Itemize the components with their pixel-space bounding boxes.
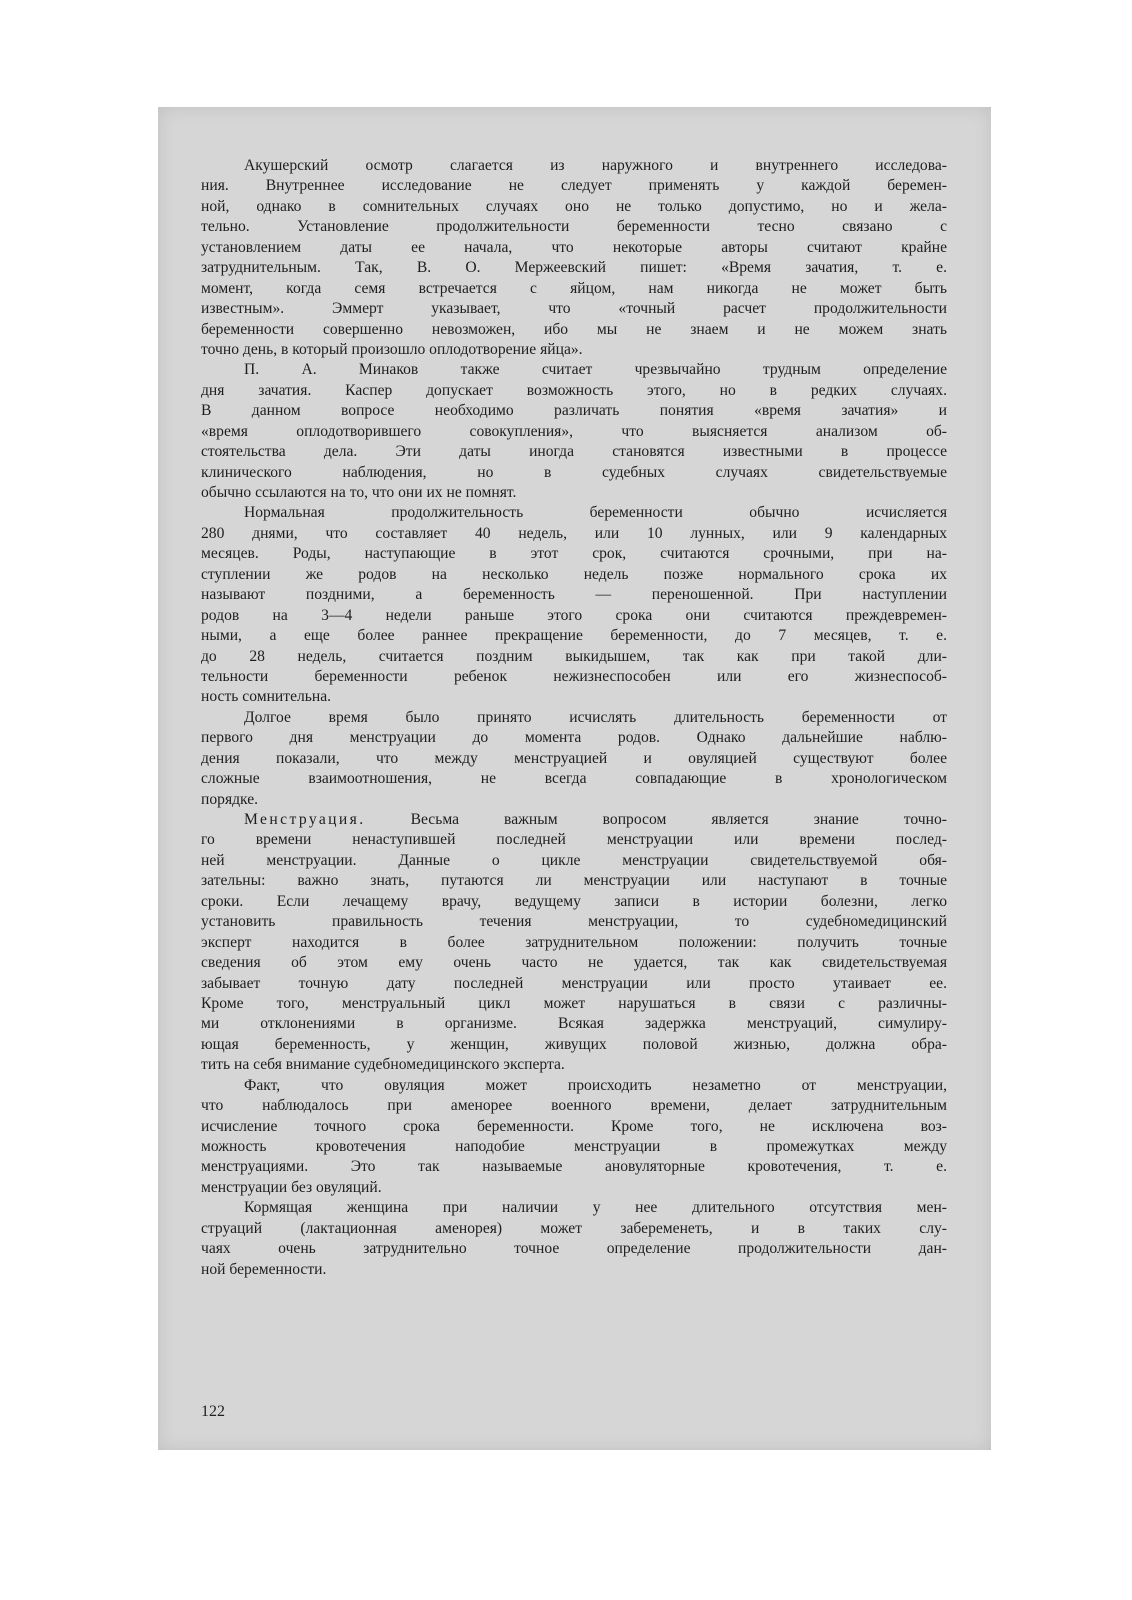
text-line: Нормальная продолжительность беременности обычно исчисляется (244, 504, 947, 522)
text-line: исчисление точного срока беременности. Кроме того, не исключена воз- (201, 1117, 947, 1135)
page-body-text (201, 156, 947, 1280)
text-line: тить на себя внимание судебномедицинского эксперта. (201, 1056, 565, 1074)
text-line: эксперт находится в более затруднительном положении: получить точные (201, 933, 947, 951)
text-line: затруднительным. Так, В. О. Мержеевский пишет: «Время зачатия, т. е. (201, 259, 947, 277)
text-line: клинического наблюдения, но в судебных случаях свидетельствуемые (201, 463, 947, 481)
text-line: до 28 недель, считается поздним выкидышем, так как при такой дли- (201, 647, 947, 665)
text-line: забывает точную дату последней менструации или просто утаивает ее. (201, 974, 947, 992)
text-line: можность кровотечения наподобие менструации в промежутках между (201, 1138, 947, 1155)
text-line: ной беременности. (201, 1260, 327, 1278)
text-line: установлением даты ее начала, что некоторые авторы считают крайне (201, 238, 947, 256)
text-line: ми отклонениями в организме. Всякая задержка менструаций, симулиру- (201, 1015, 947, 1033)
text-line: известным». Эммерт указывает, что «точный расчет продолжительности (201, 300, 947, 318)
text-line: Менструация. Весьма важным вопросом является знание точно- (244, 811, 947, 828)
text-line: точно день, в который произошло оплодотворение яйца». (201, 340, 583, 358)
text-line: Кормящая женщина при наличии у нее длительного отсутствия мен- (244, 1199, 947, 1217)
text-line: Акушерский осмотр слагается из наружного и внутреннего исследова- (244, 157, 947, 174)
text-line: Кроме того, менструальный цикл может нарушаться в связи с различны- (201, 994, 947, 1012)
text-line: ными, а еще более раннее прекращение беременности, до 7 месяцев, т. е. (201, 627, 947, 645)
text-line: установить правильность течения менструации, то судебномедицинский (201, 913, 947, 931)
text-line: стоятельства дела. Эти даты иногда становятся известными в процессе (201, 443, 947, 461)
text-line: месяцев. Роды, наступающие в этот срок, считаются срочными, при на- (201, 545, 947, 563)
page-number: 122 (201, 1403, 225, 1420)
text-line: чаях очень затруднительно точное определение продолжительности дан- (201, 1240, 947, 1258)
text-line: ющая беременность, у женщин, живущих половой жизнью, должна обра- (201, 1035, 947, 1053)
text-line: родов на 3—4 недели раньше этого срока они считаются преждевремен- (201, 606, 947, 624)
text-line: «время оплодотворившего совокупления», что выясняется анализом об- (201, 422, 947, 440)
text-line: П. А. Минаков также считает чрезвычайно трудным определение (244, 361, 947, 379)
scanned-book-page (158, 107, 991, 1450)
text-line: ность сомнительна. (201, 688, 332, 706)
text-line: сведения об этом ему очень часто не удается, так как свидетельствуемая (201, 954, 947, 972)
text-line: ступлении же родов на несколько недель позже нормального срока их (201, 565, 947, 583)
text-line: порядке. (201, 790, 259, 808)
text-line: 280 днями, что составляет 40 недель, или 10 лунных, или 9 календарных (201, 524, 947, 542)
text-line: менструации без овуляций. (201, 1178, 382, 1196)
text-line: сроки. Если лечащему врачу, ведущему записи в истории болезни, легко (201, 892, 947, 910)
text-line: сложные взаимоотношения, не всегда совпадающие в хронологическом (201, 770, 947, 788)
text-line: струаций (лактационная аменорея) может забеременеть, и в таких слу- (201, 1219, 947, 1237)
text-line: дня зачатия. Каспер допускает возможность этого, но в редких случаях. (201, 381, 947, 399)
text-line: ной, однако в сомнительных случаях оно не только допустимо, но и жела- (201, 197, 947, 215)
text-line: тельно. Установление продолжительности беременности тесно связано с (201, 218, 947, 236)
text-line: менструациями. Это так называемые ановуляторные кровотечения, т. е. (201, 1158, 947, 1176)
text-line: зательны: важно знать, путаются ли менструации или наступают в точные (201, 872, 947, 890)
text-line: обычно ссылаются на то, что они их не помнят. (201, 484, 517, 501)
text-line: первого дня менструации до момента родов. Однако дальнейшие наблю- (201, 729, 947, 747)
text-line: го времени ненаступившей последней менструации или времени послед- (201, 831, 947, 849)
text-line: беременности совершенно невозможен, ибо мы не знаем и не можем знать (201, 320, 947, 338)
text-line: дения показали, что между менструацией и овуляцией существуют более (201, 749, 947, 767)
text-line: ния. Внутреннее исследование не следует применять у каждой беремен- (201, 177, 947, 195)
text-line: Факт, что овуляция может происходить незаметно от менструации, (244, 1076, 947, 1094)
text-line: называют поздними, а беременность — переношенной. При наступлении (201, 586, 947, 604)
text-line: В данном вопросе необходимо различать понятия «время зачатия» и (201, 402, 947, 420)
text-line: тельности беременности ребенок нежизнеспособен или его жизнеспособ- (201, 667, 947, 685)
text-line: ней менструации. Данные о цикле менструации свидетельствуемой обя- (201, 851, 947, 869)
text-line: что наблюдалось при аменорее военного времени, делает затруднительным (201, 1097, 947, 1115)
section-heading-inline: Менструация. (244, 811, 366, 828)
text-line: Долгое время было принято исчислять длительность беременности от (244, 708, 947, 726)
text-line: момент, когда семя встречается с яйцом, нам никогда не может быть (201, 279, 947, 297)
